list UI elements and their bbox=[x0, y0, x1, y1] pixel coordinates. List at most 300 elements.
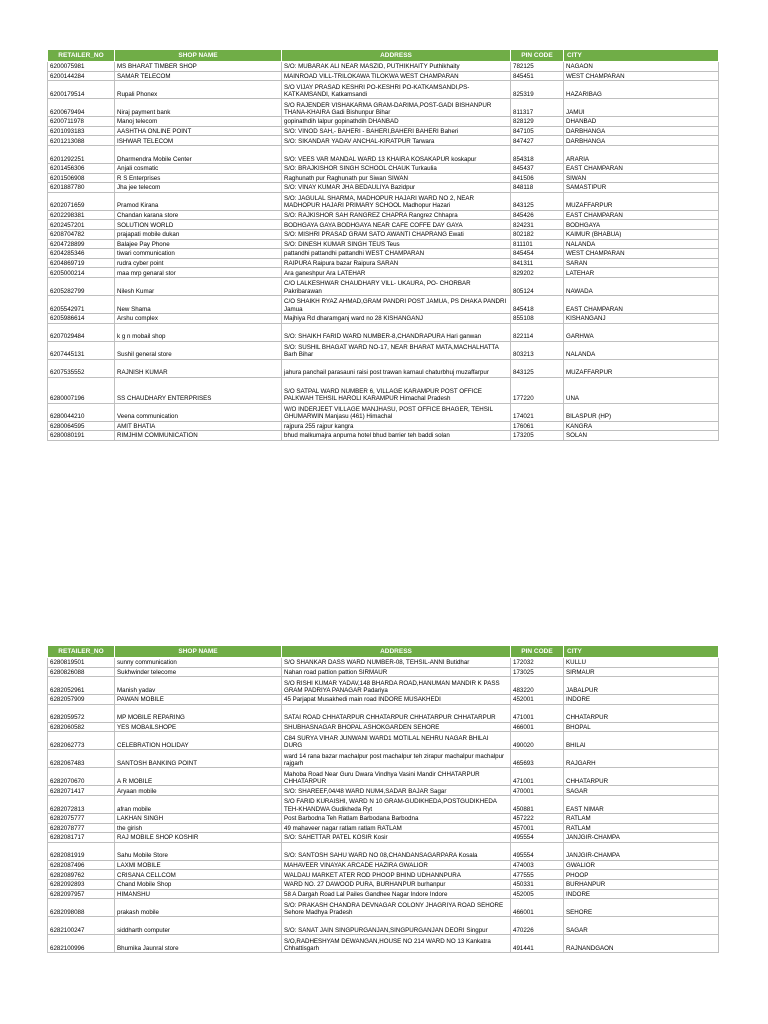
city-cell: RATLAM bbox=[564, 823, 719, 833]
address-cell: S/O: DINESH KUMAR SINGH TEUS Teus bbox=[282, 239, 511, 249]
pin-code-cell: 177220 bbox=[511, 377, 564, 403]
col-header-shop-name: SHOP NAME bbox=[115, 50, 282, 62]
retailer-no-cell: 6200679494 bbox=[48, 99, 115, 117]
city-cell: BHILAI bbox=[564, 732, 719, 750]
shop-name-cell: Jha jee telecom bbox=[115, 183, 282, 193]
header-row bbox=[48, 50, 719, 62]
city-cell: NALANDA bbox=[564, 341, 719, 359]
table-row bbox=[48, 277, 719, 295]
city-cell: DARBHANGA bbox=[564, 136, 719, 146]
table-row bbox=[48, 935, 719, 953]
address-cell: Raghunath pur Raghunath pur Siwan SIWAN bbox=[282, 173, 511, 183]
address-cell: S/O: SANTOSH SAHU WARD NO 08,CHANDANSAGARPARA Kosala bbox=[282, 842, 511, 860]
shop-name-cell: Balajee Pay Phone bbox=[115, 239, 282, 249]
retailer-no-cell: 6205000214 bbox=[48, 268, 115, 278]
header-row bbox=[48, 646, 719, 658]
retailer-no-cell: 6282078777 bbox=[48, 823, 115, 833]
pin-code-cell: 483220 bbox=[511, 677, 564, 695]
retailer-no-cell: 6202298381 bbox=[48, 210, 115, 220]
city-cell: NALANDA bbox=[564, 239, 719, 249]
retailer-no-cell: 6204728899 bbox=[48, 239, 115, 249]
col-header-retailer-no: RETAILER_NO bbox=[48, 50, 115, 62]
table-row bbox=[48, 71, 719, 81]
address-cell: C/O LALKESHWAR CHAUDHARY VILL- UKAURA, PO- CHORBAR Pakribarawan bbox=[282, 277, 511, 295]
table-row bbox=[48, 403, 719, 421]
retailer-no-cell: 6282067483 bbox=[48, 750, 115, 768]
city-cell: PHOOP bbox=[564, 870, 719, 880]
address-cell: 45 Parjapat Musakhedi main road INDORE MUSAKHEDI bbox=[282, 695, 511, 705]
pin-code-cell: 845437 bbox=[511, 163, 564, 173]
address-cell: SHUBHASNAGAR BHOPAL ASHOKGARDEN SEHORE bbox=[282, 722, 511, 732]
table-row bbox=[48, 795, 719, 813]
pin-code-cell: 470226 bbox=[511, 917, 564, 935]
shop-name-cell: PAWAN MOBILE bbox=[115, 695, 282, 705]
shop-name-cell: RAJNISH KUMAR bbox=[115, 359, 282, 377]
city-cell: KANGRA bbox=[564, 421, 719, 431]
city-cell: KISHANGANJ bbox=[564, 313, 719, 323]
retailer-no-cell: 6200144284 bbox=[48, 71, 115, 81]
address-cell: ward 14 rana bazar machalpur post machalpur teh zirapur machalpur machalpur rajgarh bbox=[282, 750, 511, 768]
shop-name-cell: Arshu complex bbox=[115, 313, 282, 323]
city-cell: CHHATARPUR bbox=[564, 704, 719, 722]
address-cell: S/O RISHI KUMAR YADAV,148 BHARDA ROAD,HANUMAN MANDIR K PASS GRAM PADRIYA PANAGAR Padariya bbox=[282, 677, 511, 695]
retailer-no-cell: 6201093183 bbox=[48, 126, 115, 136]
city-cell: EAST CHAMPARAN bbox=[564, 295, 719, 313]
address-cell: S/O: VINAY KUMAR JHA BEDAULIYA Bazidpur bbox=[282, 183, 511, 193]
pin-code-cell: 811101 bbox=[511, 239, 564, 249]
address-cell: S/O: SHAIKH FARID WARD NUMBER-8,CHANDRAPURA Hari ganwan bbox=[282, 323, 511, 341]
table-row bbox=[48, 677, 719, 695]
city-cell: RAJNANDGAON bbox=[564, 935, 719, 953]
city-cell: ARARIA bbox=[564, 145, 719, 163]
pin-code-cell: 495554 bbox=[511, 833, 564, 843]
retailer-no-cell: 6282081717 bbox=[48, 833, 115, 843]
retailer-no-cell: 6205282799 bbox=[48, 277, 115, 295]
shop-name-cell: LAXMI MOBILE bbox=[115, 860, 282, 870]
retailer-no-cell: 6201213088 bbox=[48, 136, 115, 146]
table-row bbox=[48, 658, 719, 668]
pin-code-cell: 470001 bbox=[511, 786, 564, 796]
address-cell: S/O: BRAJKISHOR SINGH SCHOOL CHAUK Turkaulia bbox=[282, 163, 511, 173]
address-cell: WALDAU MARKET ATER ROD PHOOP BHIND UDHANNPURA bbox=[282, 870, 511, 880]
table-row bbox=[48, 431, 719, 441]
pin-code-cell: 845418 bbox=[511, 295, 564, 313]
retailer-no-cell: 6207445131 bbox=[48, 341, 115, 359]
table-row bbox=[48, 81, 719, 99]
city-cell: EAST NIMAR bbox=[564, 795, 719, 813]
pin-code-cell: 854318 bbox=[511, 145, 564, 163]
shop-name-cell: siddharth computer bbox=[115, 917, 282, 935]
shop-name-cell: MS BHARAT TIMBER SHOP bbox=[115, 62, 282, 72]
shop-name-cell: MP MOBILE REPARING bbox=[115, 704, 282, 722]
address-cell: BODHGAYA GAYA BODHGAYA NEAR CAFE COFFE DAY GAYA bbox=[282, 220, 511, 230]
retailer-no-cell: 6282100996 bbox=[48, 935, 115, 953]
table-row bbox=[48, 229, 719, 239]
address-cell: S/O: MUBARAK ALI NEAR MASZID, PUTHIKHAITY Puthikhaity bbox=[282, 62, 511, 72]
pin-code-cell: 845451 bbox=[511, 71, 564, 81]
city-cell: NAGAON bbox=[564, 62, 719, 72]
city-cell: KAIMUR (BHABUA) bbox=[564, 229, 719, 239]
shop-name-cell: Niraj payment bank bbox=[115, 99, 282, 117]
table-row bbox=[48, 813, 719, 823]
address-cell: Ara ganeshpur Ara LATEHAR bbox=[282, 268, 511, 278]
pin-code-cell: 490020 bbox=[511, 732, 564, 750]
retailer-no-cell: 6280826088 bbox=[48, 667, 115, 677]
shop-name-cell: SS CHAUDHARY ENTERPRISES bbox=[115, 377, 282, 403]
col-header-address: ADDRESS bbox=[282, 50, 511, 62]
shop-name-cell: SANTOSH BANKING POINT bbox=[115, 750, 282, 768]
address-cell: S/O: MISHRI PRASAD GRAM SATO AWANTI CHAPRANG Ewati bbox=[282, 229, 511, 239]
pin-code-cell: 845426 bbox=[511, 210, 564, 220]
city-cell: MUZAFFARPUR bbox=[564, 192, 719, 210]
table-row bbox=[48, 239, 719, 249]
address-cell: gopinathdih lalpur gopinathdih DHANBAD bbox=[282, 117, 511, 127]
city-cell: BODHGAYA bbox=[564, 220, 719, 230]
address-cell: S/O: VINOD SAH,- BAHERI - BAHERI,BAHERI BAHERI Baheri bbox=[282, 126, 511, 136]
address-cell: S/O FARID KURAISHI, WARD N 10 GRAM-GUDIKHEDA,POSTGUDIKHEDA TEH-KHANDWA Gudikheda Ryt bbox=[282, 795, 511, 813]
address-cell: S/O VIJAY PRASAD KESHRI PO-KESHRI PO-KATKAMSANDI,PS-KATKAMSANDI, Katkamsandi bbox=[282, 81, 511, 99]
retailer-no-cell: 6282057909 bbox=[48, 695, 115, 705]
table-row bbox=[48, 136, 719, 146]
table-row bbox=[48, 313, 719, 323]
table-row bbox=[48, 879, 719, 889]
pin-code-cell: 782125 bbox=[511, 62, 564, 72]
city-cell: SARAN bbox=[564, 258, 719, 268]
city-cell: UNA bbox=[564, 377, 719, 403]
pin-code-cell: 495554 bbox=[511, 842, 564, 860]
retailer-no-cell: 6282060582 bbox=[48, 722, 115, 732]
pin-code-cell: 450331 bbox=[511, 879, 564, 889]
address-cell: S/O: SANAT JAIN SINGPURGANJAN,SINGPURGANJAN DEORI Singpur bbox=[282, 917, 511, 935]
pin-code-cell: 172032 bbox=[511, 658, 564, 668]
city-cell: WEST CHAMPARAN bbox=[564, 249, 719, 259]
shop-name-cell: R S Enterprises bbox=[115, 173, 282, 183]
pin-code-cell: 176061 bbox=[511, 421, 564, 431]
shop-name-cell: Chand Mobile Shop bbox=[115, 879, 282, 889]
city-cell: CHHATARPUR bbox=[564, 768, 719, 786]
shop-name-cell: CELEBRATION HOLIDAY bbox=[115, 732, 282, 750]
retailer-no-cell: 6282098088 bbox=[48, 899, 115, 917]
table-row bbox=[48, 860, 719, 870]
city-cell: SIRMAUR bbox=[564, 667, 719, 677]
shop-name-cell: CRISANA CELLCOM bbox=[115, 870, 282, 880]
table-row bbox=[48, 695, 719, 705]
shop-name-cell: SOLUTION WORLD bbox=[115, 220, 282, 230]
table-row bbox=[48, 126, 719, 136]
shop-name-cell: Pramod Kirana bbox=[115, 192, 282, 210]
table-row bbox=[48, 117, 719, 127]
pin-code-cell: 825319 bbox=[511, 81, 564, 99]
retailer-no-cell: 6202071659 bbox=[48, 192, 115, 210]
address-cell: SATAI ROAD CHHATARPUR CHHATARPUR CHHATARPUR CHHATARPUR bbox=[282, 704, 511, 722]
pin-code-cell: 450881 bbox=[511, 795, 564, 813]
table-row bbox=[48, 268, 719, 278]
shop-name-cell: sunny communication bbox=[115, 658, 282, 668]
col-header-city: CITY bbox=[564, 646, 719, 658]
address-cell: S/O RAJENDER VISHAKARMA GRAM-DARIMA,POST-GADI BISHANPUR THANA-KHAIRA Gadi Bishunpur Bihar bbox=[282, 99, 511, 117]
pin-code-cell: 841311 bbox=[511, 258, 564, 268]
pin-code-cell: 855108 bbox=[511, 313, 564, 323]
pin-code-cell: 803213 bbox=[511, 341, 564, 359]
retailer-no-cell: 6282100247 bbox=[48, 917, 115, 935]
address-cell: 58 A Dargah Road Lal Pailes Gandhee Nagar Indore Indore bbox=[282, 889, 511, 899]
pin-code-cell: 465693 bbox=[511, 750, 564, 768]
address-cell: S/O SHANKAR DASS WARD NUMBER-08, TEHSIL-ANNI Butidhar bbox=[282, 658, 511, 668]
retailer-no-cell: 6282071417 bbox=[48, 786, 115, 796]
pin-code-cell: 457222 bbox=[511, 813, 564, 823]
table-row bbox=[48, 183, 719, 193]
retailer-no-cell: 6280044210 bbox=[48, 403, 115, 421]
table-row bbox=[48, 192, 719, 210]
address-cell: S/O: SHAREEF,04/48 WARD NUM4,SADAR BAJAR Sagar bbox=[282, 786, 511, 796]
retailer-no-cell: 6282072813 bbox=[48, 795, 115, 813]
shop-name-cell: tiwari communication bbox=[115, 249, 282, 259]
city-cell: GWALIOR bbox=[564, 860, 719, 870]
table-row bbox=[48, 62, 719, 72]
table-row bbox=[48, 870, 719, 880]
city-cell: BHOPAL bbox=[564, 722, 719, 732]
shop-name-cell: A R MOBILE bbox=[115, 768, 282, 786]
shop-name-cell: maa mrp genaral stor bbox=[115, 268, 282, 278]
col-header-shop-name: SHOP NAME bbox=[115, 646, 282, 658]
table-row bbox=[48, 768, 719, 786]
table-row bbox=[48, 704, 719, 722]
retailer-table-2 bbox=[47, 645, 719, 953]
address-cell: S/O: RAJKISHOR SAH RANGREZ CHAPRA Rangrez Chhapra bbox=[282, 210, 511, 220]
retailer-no-cell: 6201887780 bbox=[48, 183, 115, 193]
retailer-no-cell: 6282075777 bbox=[48, 813, 115, 823]
pin-code-cell: 843125 bbox=[511, 359, 564, 377]
shop-name-cell: New Shama bbox=[115, 295, 282, 313]
table-row bbox=[48, 163, 719, 173]
city-cell: WEST CHAMPARAN bbox=[564, 71, 719, 81]
city-cell: SAMASTIPUR bbox=[564, 183, 719, 193]
address-cell: S/O: PRAKASH CHANDRA DEVNAGAR COLONY JHAGRIYA ROAD SEHORE Sehore Madhya Pradesh bbox=[282, 899, 511, 917]
pin-code-cell: 174021 bbox=[511, 403, 564, 421]
address-cell: S/O: SAHETTAR PATEL KOSIR Kosir bbox=[282, 833, 511, 843]
table-row bbox=[48, 667, 719, 677]
shop-name-cell: RIMJHIM COMMUNICATION bbox=[115, 431, 282, 441]
shop-name-cell: Sushil general store bbox=[115, 341, 282, 359]
city-cell: RATLAM bbox=[564, 813, 719, 823]
address-cell: rajpura 255 rajpur kangra bbox=[282, 421, 511, 431]
retailer-no-cell: 6280007196 bbox=[48, 377, 115, 403]
pin-code-cell: 843125 bbox=[511, 192, 564, 210]
shop-name-cell: Bhumika Jaunral store bbox=[115, 935, 282, 953]
retailer-no-cell: 6207535552 bbox=[48, 359, 115, 377]
table-row bbox=[48, 249, 719, 259]
shop-name-cell: Aryaan mobile bbox=[115, 786, 282, 796]
retailer-no-cell: 6204869719 bbox=[48, 258, 115, 268]
shop-name-cell: YES MOBAILSHOPE bbox=[115, 722, 282, 732]
pin-code-cell: 466001 bbox=[511, 722, 564, 732]
shop-name-cell: SAMAR TELECOM bbox=[115, 71, 282, 81]
address-cell: Post Barbodna Teh Ratlam Barbodana Barbodna bbox=[282, 813, 511, 823]
shop-name-cell: prakash mobile bbox=[115, 899, 282, 917]
table-row bbox=[48, 722, 719, 732]
pin-code-cell: 847105 bbox=[511, 126, 564, 136]
retailer-no-cell: 6282070670 bbox=[48, 768, 115, 786]
pin-code-cell: 477555 bbox=[511, 870, 564, 880]
shop-name-cell: prajapati mobile dukan bbox=[115, 229, 282, 239]
address-cell: C/O SHAIKH RYAZ AHMAD,GRAM PANDRI POST JAMUA, PS DHAKA PANDRI Jamua bbox=[282, 295, 511, 313]
address-cell: Nahan road pattion pattion SIRMAUR bbox=[282, 667, 511, 677]
shop-name-cell: ISHWAR TELECOM bbox=[115, 136, 282, 146]
table-row bbox=[48, 917, 719, 935]
retailer-no-cell: 6200711978 bbox=[48, 117, 115, 127]
table-row bbox=[48, 842, 719, 860]
retailer-no-cell: 6282059572 bbox=[48, 704, 115, 722]
city-cell: GARHWA bbox=[564, 323, 719, 341]
address-cell: C84 SURYA VIHAR JUNWANI WARD1 MOTILAL NEHRU NAGAR BHILAI DURG bbox=[282, 732, 511, 750]
address-cell: W/O INDERJEET VILLAGE MANJHASU, POST OFFICE BHAGER, TEHSIL GHUMARWIN Manjasu (461) Himachal bbox=[282, 403, 511, 421]
shop-name-cell: afran mobile bbox=[115, 795, 282, 813]
city-cell: JAMUI bbox=[564, 99, 719, 117]
col-header-pin-code: PIN CODE bbox=[511, 646, 564, 658]
table-row bbox=[48, 99, 719, 117]
shop-name-cell: Anjali cosmatic bbox=[115, 163, 282, 173]
shop-name-cell: the girish bbox=[115, 823, 282, 833]
pin-code-cell: 471001 bbox=[511, 704, 564, 722]
table-row bbox=[48, 750, 719, 768]
table-row bbox=[48, 210, 719, 220]
retailer-no-cell: 6200075981 bbox=[48, 62, 115, 72]
retailer-no-cell: 6200179514 bbox=[48, 81, 115, 99]
retailer-no-cell: 6201292251 bbox=[48, 145, 115, 163]
pin-code-cell: 841506 bbox=[511, 173, 564, 183]
address-cell: S/O: JAGULAL SHARMA, MADHOPUR HAJARI WARD NO 2, NEAR MADHOPUR HAJARI PRIMARY SCHOOL Madhopur Hazari bbox=[282, 192, 511, 210]
shop-name-cell: Veena communication bbox=[115, 403, 282, 421]
shop-name-cell: LAKHAN SINGH bbox=[115, 813, 282, 823]
pin-code-cell: 474003 bbox=[511, 860, 564, 870]
city-cell: JANJGIR-CHAMPA bbox=[564, 842, 719, 860]
city-cell: SIWAN bbox=[564, 173, 719, 183]
pin-code-cell: 466001 bbox=[511, 899, 564, 917]
city-cell: SOLAN bbox=[564, 431, 719, 441]
col-header-retailer-no: RETAILER_NO bbox=[48, 646, 115, 658]
retailer-no-cell: 6205542971 bbox=[48, 295, 115, 313]
city-cell: EAST CHAMPARAN bbox=[564, 210, 719, 220]
pin-code-cell: 848118 bbox=[511, 183, 564, 193]
shop-name-cell: Manish yadav bbox=[115, 677, 282, 695]
pin-code-cell: 173025 bbox=[511, 667, 564, 677]
address-cell: S/O: SIKANDAR YADAV ANCHAL-KIRATPUR Tarwara bbox=[282, 136, 511, 146]
address-cell: MAINROAD VILL-TRILOKAWA TILOKWA WEST CHAMPARAN bbox=[282, 71, 511, 81]
table-row bbox=[48, 823, 719, 833]
pin-code-cell: 847427 bbox=[511, 136, 564, 146]
address-cell: pattandhi pattandhi pattandhi WEST CHAMPARAN bbox=[282, 249, 511, 259]
city-cell: KULLU bbox=[564, 658, 719, 668]
pin-code-cell: 828129 bbox=[511, 117, 564, 127]
retailer-no-cell: 6282087496 bbox=[48, 860, 115, 870]
shop-name-cell: AMIT BHATIA bbox=[115, 421, 282, 431]
retailer-no-cell: 6282092893 bbox=[48, 879, 115, 889]
pin-code-cell: 822114 bbox=[511, 323, 564, 341]
city-cell: DHANBAD bbox=[564, 117, 719, 127]
address-cell: WARD NO. 27 DAWOOD PURA, BURHANPUR burhanpur bbox=[282, 879, 511, 889]
table-row bbox=[48, 173, 719, 183]
shop-name-cell: Chandan karana store bbox=[115, 210, 282, 220]
pin-code-cell: 452001 bbox=[511, 695, 564, 705]
address-cell: S/O: VEES VAR MANDAL WARD 13 KHAIRA KOSAKAPUR koskapur bbox=[282, 145, 511, 163]
pin-code-cell: 491441 bbox=[511, 935, 564, 953]
address-cell: Majhiya Rd dharamganj ward no 28 KISHANGANJ bbox=[282, 313, 511, 323]
city-cell: INDORE bbox=[564, 889, 719, 899]
shop-name-cell: RAJ MOBILE SHOP KOSHIR bbox=[115, 833, 282, 843]
city-cell: HAZARIBAG bbox=[564, 81, 719, 99]
table-row bbox=[48, 889, 719, 899]
address-cell: S/O,RADHESHYAM DEWANGAN,HOUSE NO 214 WARD NO 13 Kankatra Chhattisgarh bbox=[282, 935, 511, 953]
table-row bbox=[48, 833, 719, 843]
col-header-address: ADDRESS bbox=[282, 646, 511, 658]
retailer-no-cell: 6202457201 bbox=[48, 220, 115, 230]
address-cell: MAHAVEER VINAYAK ARCADE HAZIRA GWALIOR bbox=[282, 860, 511, 870]
retailer-no-cell: 6280819501 bbox=[48, 658, 115, 668]
pin-code-cell: 471001 bbox=[511, 768, 564, 786]
pin-code-cell: 457001 bbox=[511, 823, 564, 833]
address-cell: 49 mahaveer nagar ratlam ratlam RATLAM bbox=[282, 823, 511, 833]
address-cell: bhud malkumajra anpurna hotel bhud barrier teh baddi solan bbox=[282, 431, 511, 441]
retailer-no-cell: 6205986614 bbox=[48, 313, 115, 323]
pin-code-cell: 452005 bbox=[511, 889, 564, 899]
city-cell: SAGAR bbox=[564, 786, 719, 796]
shop-name-cell: Dharmendra Mobile Center bbox=[115, 145, 282, 163]
pin-code-cell: 805124 bbox=[511, 277, 564, 295]
shop-name-cell: k g n mobail shop bbox=[115, 323, 282, 341]
city-cell: NAWADA bbox=[564, 277, 719, 295]
retailer-no-cell: 6282097957 bbox=[48, 889, 115, 899]
shop-name-cell: Sahu Mobile Store bbox=[115, 842, 282, 860]
city-cell: JANJGIR-CHAMPA bbox=[564, 833, 719, 843]
city-cell: MUZAFFARPUR bbox=[564, 359, 719, 377]
table-row bbox=[48, 220, 719, 230]
table-row bbox=[48, 421, 719, 431]
retailer-no-cell: 6201456306 bbox=[48, 163, 115, 173]
pin-code-cell: 845454 bbox=[511, 249, 564, 259]
shop-name-cell: rudra cyber point bbox=[115, 258, 282, 268]
shop-name-cell: AASHTHA ONLINE POINT bbox=[115, 126, 282, 136]
pin-code-cell: 824231 bbox=[511, 220, 564, 230]
city-cell: RAJGARH bbox=[564, 750, 719, 768]
city-cell: DARBHANGA bbox=[564, 126, 719, 136]
city-cell: INDORE bbox=[564, 695, 719, 705]
table-row bbox=[48, 359, 719, 377]
retailer-table-1 bbox=[47, 49, 719, 441]
retailer-no-cell: 6280080191 bbox=[48, 431, 115, 441]
retailer-no-cell: 6208704782 bbox=[48, 229, 115, 239]
retailer-no-cell: 6282052961 bbox=[48, 677, 115, 695]
pin-code-cell: 811317 bbox=[511, 99, 564, 117]
city-cell: JABALPUR bbox=[564, 677, 719, 695]
retailer-no-cell: 6282062773 bbox=[48, 732, 115, 750]
city-cell: EAST CHAMPARAN bbox=[564, 163, 719, 173]
col-header-pin-code: PIN CODE bbox=[511, 50, 564, 62]
table-row bbox=[48, 258, 719, 268]
retailer-no-cell: 6201506908 bbox=[48, 173, 115, 183]
table-row bbox=[48, 899, 719, 917]
city-cell: SAGAR bbox=[564, 917, 719, 935]
shop-name-cell: HIMANSHU bbox=[115, 889, 282, 899]
shop-name-cell: Nilesh Kumar bbox=[115, 277, 282, 295]
city-cell: BILASPUR (HP) bbox=[564, 403, 719, 421]
retailer-no-cell: 6204285346 bbox=[48, 249, 115, 259]
pin-code-cell: 829202 bbox=[511, 268, 564, 278]
col-header-city: CITY bbox=[564, 50, 719, 62]
table-row bbox=[48, 377, 719, 403]
shop-name-cell: Sukhwinder telecome bbox=[115, 667, 282, 677]
retailer-no-cell: 6280064595 bbox=[48, 421, 115, 431]
address-cell: RAIPURA Raipura bazar Raipura SARAN bbox=[282, 258, 511, 268]
